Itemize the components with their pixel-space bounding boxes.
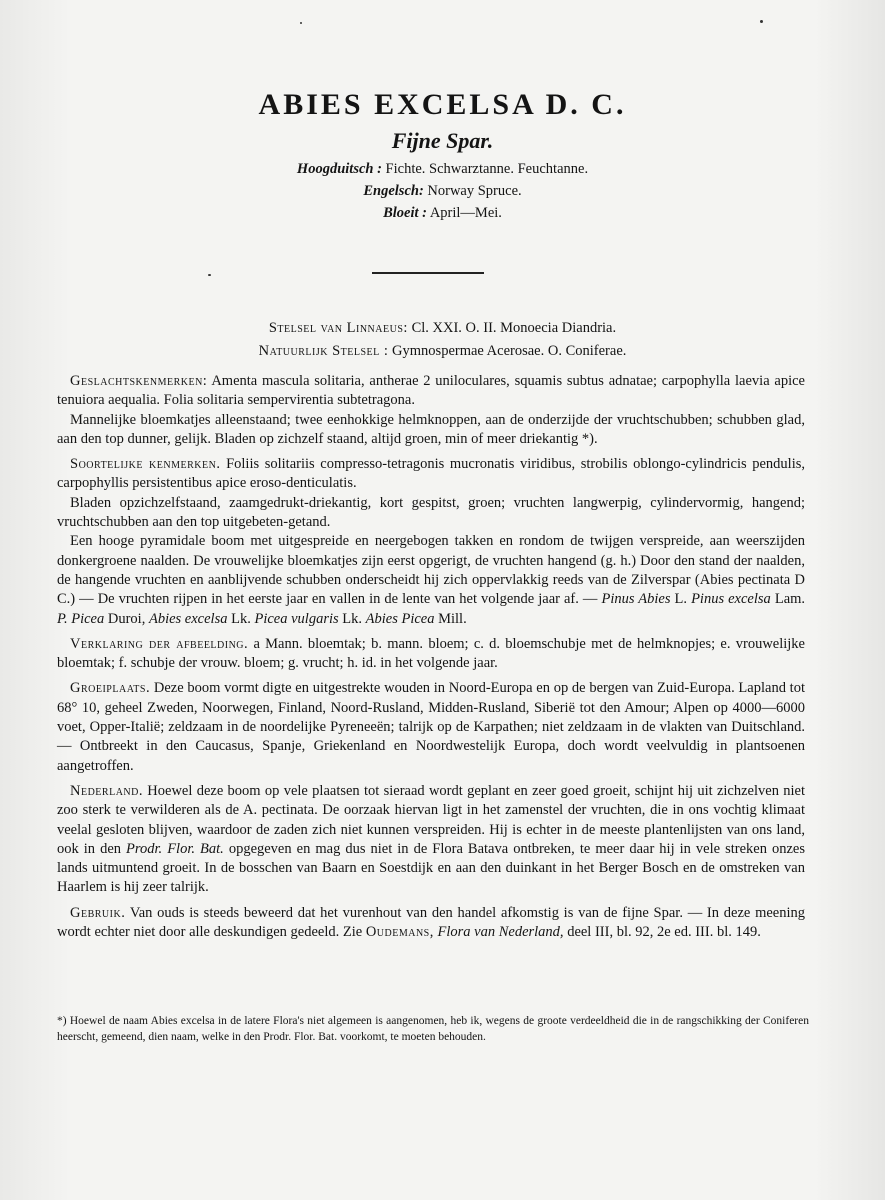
- synonym-author: Lam.: [774, 591, 806, 608]
- species-dutch: Bladen opzichzelfstaand, zaamgedrukt-driekantig, kort gespitst, groen; vruchten langwerpig, cylindervormig, hangend; vruchtschubben aan den top uitgebeten-getand.: [57, 494, 805, 531]
- natural-label: Natuurlijk Stelsel :: [258, 343, 389, 359]
- linnaeus-value: Cl. XXI. O. II. Monoecia Diandria.: [411, 320, 617, 336]
- use-reference: Flora van Nederland,: [437, 924, 564, 941]
- synonym-name: Abies Picea: [365, 610, 435, 627]
- print-speck: [760, 20, 763, 23]
- synonym-name: Abies excelsa: [148, 610, 228, 627]
- use-label: Gebruik.: [70, 904, 126, 921]
- habitat: [57, 679, 805, 775]
- netherlands-text: Hoewel deze boom op vele plaatsen tot sieraad wordt geplant en zeer goed groeit, schijnt hij uit zichzelven niet zoo sterk te verwilderen als de A. pectinata. De oorzaak hiervan ligt in het zamenstel der vruchten, die in ons vochtig klimaat veelal gesloten blijven, waardoor de zaden zich niet kunnen verspreiden. Hij is echter in de meeste plantenlijsten van ons land, ook in den: [57, 782, 806, 857]
- print-speck: [300, 22, 302, 24]
- netherlands-reference: Prodr. Flor. Bat.: [126, 840, 224, 857]
- figure-explanation: [57, 635, 805, 674]
- page-title: ABIES EXCELSA D. C.: [258, 88, 627, 121]
- synonym-author: Lk.: [342, 610, 362, 627]
- german-names: Fichte. Schwarztanne. Feuchtanne.: [385, 161, 589, 177]
- body-text: [57, 372, 805, 942]
- english-name-line: [0, 183, 885, 200]
- english-label: Engelsch:: [363, 183, 424, 199]
- description-text: Een hooge pyramidale boom met uitgespreide en neergebogen takken en rondom de twijgen verspreide, aan weerszijden donkergroene naalden. De vrouwelijke bloemkatjes zijn eerst opgerigt, de vruchten hangend (g. h.) Door den stand der naalden, de hangende vruchten en aanblijvende schubben onderscheidt hij zich oppervlakkig reeds van de Zilverspar (Abies pectinata D C.) — De vruchten rijpen in het eerste jaar en vallen in de lente van het volgende jaar af. —: [57, 533, 805, 608]
- species-latin: Foliis solitariis compresso-tetragonis mucronatis viridibus, strobilis oblongo-cylindricis pendulis, carpophyllis persistentibus apice eroso-denticulatis.: [57, 456, 806, 492]
- habitat-text: Deze boom vormt digte en uitgestrekte wouden in Noord-Europa en op de bergen van Zuid-Europa. Lapland tot 68° 10, geheel Zweden, Noorwegen, Finland, Noord-Rusland, Midden-Rusland, Siberië tot den Amour; Alpen op 4000—6000 voet, Opper-Italië; zeldzaam in de noordelijke Pyreneeën; talrijk op de Karpathen; niet zeldzaam in de vlakten van Duitschland. — Ontbreekt in den Caucasus, Spanje, Griekenland en Noordwestelijk Europa, doch wordt veelvuldig in plantsoenen aangetroffen.: [57, 680, 805, 774]
- use-text: Van ouds is steeds beweerd dat het vurenhout van den handel afkomstig is van de fijne Spar. — In deze meening wordt echter niet door alle deskundigen gedeeld. Zie: [57, 904, 805, 941]
- use-author: Oudemans,: [365, 924, 434, 941]
- synonym-author: L.: [674, 591, 688, 608]
- netherlands: [57, 782, 805, 898]
- synonym-name: Pinus Abies: [601, 591, 671, 608]
- english-names: Norway Spruce.: [427, 183, 522, 199]
- german-name-line: [0, 161, 885, 178]
- usage: [57, 904, 805, 943]
- figures-text: a Mann. bloemtak; b. mann. bloem; c. d. bloemschubje met de helmknopjes; e. vrouwelijke bloemtak; f. schubje der vrouw. bloem; g. vrucht; h. id. in het volgende jaar.: [57, 635, 805, 672]
- synonym-author: Duroi,: [107, 610, 146, 627]
- linnaeus-system-line: [0, 320, 885, 337]
- synonym-name: Pinus excelsa: [691, 591, 771, 608]
- genus-dutch: Mannelijke bloemkatjes alleenstaand; twee eenhokkige helmknoppen, aan de onderzijde der vruchtschubben; schubben glad, aan den top dunner, gelijk. Bladen op zichzelf staand, altijd groen, min of meer driekantig *).: [57, 411, 805, 447]
- genus-characters: [57, 372, 805, 411]
- description: [57, 532, 805, 628]
- natural-system-line: [0, 343, 885, 360]
- german-label: Hoogduitsch :: [296, 161, 382, 177]
- flowering-line: [0, 205, 885, 222]
- synonym-author: Lk.: [231, 610, 251, 627]
- linnaeus-label: Stelsel van Linnaeus:: [268, 320, 408, 336]
- natural-value: Gymnospermae Acerosae. O. Coniferae.: [392, 343, 627, 359]
- habitat-label: Groeiplaats.: [70, 680, 151, 697]
- flowering-label: Bloeit :: [383, 205, 427, 221]
- species-label: Soortelijke kenmerken.: [70, 456, 221, 473]
- common-name: Fijne Spar.: [391, 128, 494, 153]
- genus-latin: Amenta mascula solitaria, antherae 2 uniloculares, squamis subtus adnatae; carpophylla laevia apice tenuiora aequalia. Folia solitaria sempervirentia subtetragona.: [57, 373, 805, 409]
- synonym-name: Picea vulgaris: [254, 610, 339, 627]
- species-characters: [57, 455, 805, 494]
- netherlands-text-continued: opgegeven en mag dus niet in de Flora Batava ontbreken, te meer daar hij in vele streken onzes lands uitmuntend groeit. In de bosschen van Baarn en Soestdijk en aan den duinkant in het Berger Bosch en de omstreken van Haarlem is hij zeer talrijk.: [57, 840, 806, 896]
- synonym-author: Mill.: [438, 610, 467, 627]
- footnote: *) Hoewel de naam Abies excelsa in de latere Flora's niet algemeen is aangenomen, heb ik, wegens de groote verdeeldheid die in de rangschikking der Coniferen heerscht, gemeend, dien naam, welke in den Prodr. Flor. Bat. voorkomt, te moeten behouden.: [57, 1015, 809, 1043]
- print-speck: [208, 274, 211, 276]
- genus-label: Geslachtskenmerken:: [70, 373, 208, 389]
- flowering-period: April—Mei.: [429, 205, 502, 221]
- title-divider: [372, 272, 484, 274]
- use-text-continued: deel III, bl. 92, 2e ed. III. bl. 149.: [567, 924, 761, 941]
- netherlands-label: Nederland.: [70, 782, 143, 799]
- synonym-name: P. Picea: [57, 610, 105, 627]
- figures-label: Verklaring der afbeelding.: [70, 635, 249, 652]
